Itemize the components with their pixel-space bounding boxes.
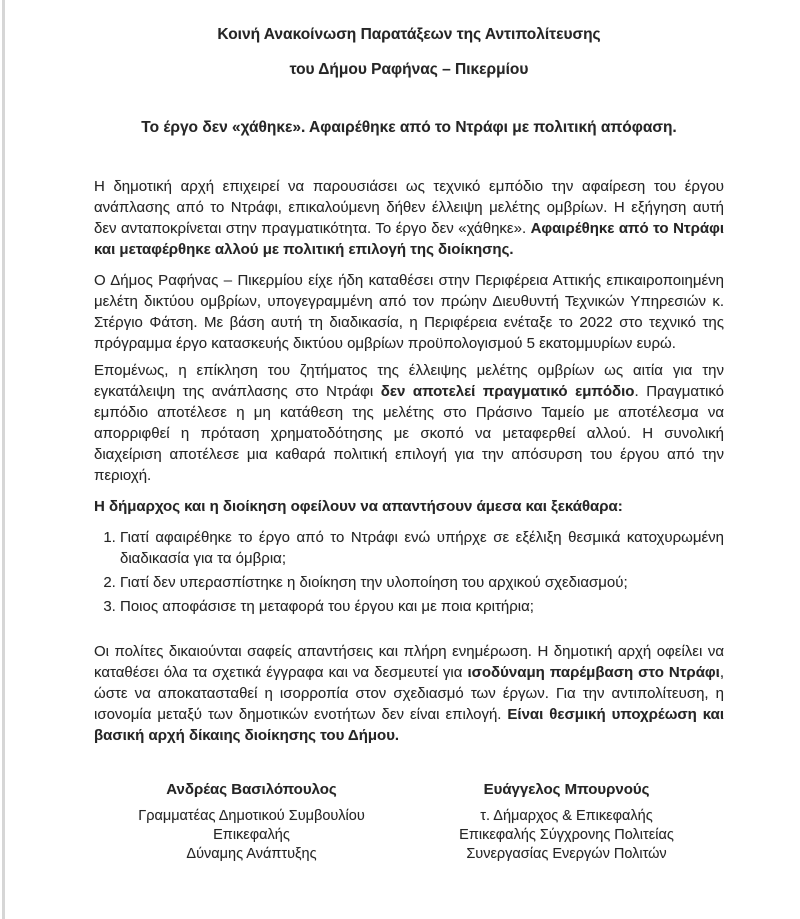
signature-left-name: Ανδρέας Βασιλόπουλος — [166, 781, 337, 798]
paragraph-1-bold-text: Αφαιρέθηκε από το Ντράφι και μεταφέρθηκε αλλού με πολιτική επιλογή της διοίκησης. — [94, 220, 724, 258]
closing-text-b: , ώστε να αποκατασταθεί η ισορροπία στον σχεδιασμό των έργων. Για την αντιπολίτευση, η ισονομία μεταξύ των δημοτικών ενοτήτων δεν είναι επιλογή. — [94, 664, 724, 723]
questions-list — [94, 527, 724, 617]
signature-right-role-2: Επικεφαλής Σύγχρονης Πολιτείας — [459, 827, 674, 843]
signature-left-role-3: Δύναμης Ανάπτυξης — [186, 846, 317, 862]
signature-left-role-2: Επικεφαλής — [213, 827, 290, 843]
signatures-section — [94, 779, 724, 864]
closing-text-a: Οι πολίτες δικαιούνται σαφείς απαντήσεις και πλήρη ενημέρωση. Η δημοτική αρχή οφείλει να καταθέσει όλα τα σχετικά έγγραφα και να δεσμευτεί για — [94, 643, 724, 681]
document-title-line1: Κοινή Ανακοίνωση Παρατάξεων της Αντιπολίτευσης — [217, 26, 601, 43]
closing-paragraph — [94, 641, 724, 746]
paragraph-1 — [94, 176, 724, 260]
signature-left-roles — [94, 807, 409, 864]
paragraph-3-text-b: . Πραγματικό εμπόδιο αποτέλεσε η μη κατάθεση της μελέτης στο Πράσινο Ταμείο με αποτέλεσμα να απορριφθεί η πρόταση χρηματοδότησης με σκοπό να μεταφερθεί αλλού. Η συνολική διαχείριση αποτέλεσε μια καθαρά πολιτική επιλογή για την απόσυρση του έργου από την περιοχή. — [94, 383, 724, 484]
paragraph-3 — [94, 360, 724, 486]
question-item-1: 1. Γιατί αφαιρέθηκε το έργο από το Ντράφι ενώ υπήρχε σε εξέλιξη θεσμικά κατοχυρωμένη διαδικασία για τα όμβρια; — [120, 527, 724, 569]
document-subtitle: Το έργο δεν «χάθηκε». Αφαιρέθηκε από το Ντράφι με πολιτική απόφαση. — [141, 119, 677, 136]
closing-bold-text-b: Είναι θεσμική υποχρέωση και βασική αρχή δίκαιης διοίκησης του Δήμου. — [94, 706, 724, 744]
signature-right-role-1: τ. Δήμαρχος & Επικεφαλής — [480, 808, 653, 824]
paragraph-2 — [94, 270, 724, 354]
paragraph-2-text: Ο Δήμος Ραφήνας – Πικερμίου είχε ήδη καταθέσει στην Περιφέρεια Αττικής επικαιροποιημένη μελέτη δικτύου ομβρίων, υπογεγραμμένη από τον πρώην Διευθυντή Τεχνικών Υπηρεσιών κ. Στέργιο Φάτση. Με βάση αυτή τη διαδικασία, η Περιφέρεια ενέταξε το 2022 στο τεχνικό της πρόγραμμα έργο κατασκευής δικτύου ομβρίων προϋπολογισμού 5 εκατομμυρίων ευρώ. — [94, 272, 724, 352]
paragraph-1-text: Η δημοτική αρχή επιχειρεί να παρουσιάσει ως τεχνικό εμπόδιο την αφαίρεση του έργου ανάπλασης από το Ντράφι, επικαλούμενη δήθεν έλλειψη μελέτης ομβρίων. Η εξήγηση αυτή δεν ανταποκρίνεται στην πραγματικότητα. Το έργο δεν «χάθηκε». — [94, 178, 724, 237]
closing-bold-text-a: ισοδύναμη παρέμβαση στο Ντράφι — [467, 664, 720, 681]
questions-heading: Η δήμαρχος και η διοίκηση οφείλουν να απαντήσουν άμεσα και ξεκάθαρα: — [94, 498, 623, 515]
signature-right-role-3: Συνεργασίας Ενεργών Πολιτών — [466, 846, 667, 862]
document-title-line2: του Δήμου Ραφήνας – Πικερμίου — [289, 61, 529, 78]
question-item-3: 3. Ποιος αποφάσισε τη μεταφορά του έργου και με ποια κριτήρια; — [120, 596, 724, 617]
paragraph-3-bold-text: δεν αποτελεί πραγματικό εμπόδιο — [380, 383, 635, 400]
paragraph-3-text-a: Επομένως, η επίκληση του ζητήματος της έλλειψης μελέτης ομβρίων ως αιτία για την εγκατάλειψη της ανάπλασης στο Ντράφι — [94, 362, 724, 400]
signature-left — [94, 779, 409, 864]
scan-edge-artifact — [2, 0, 5, 919]
signature-right — [409, 779, 724, 864]
signature-right-name: Ευάγγελος Μπουρνούς — [483, 781, 650, 798]
question-item-2: 2. Γιατί δεν υπερασπίστηκε η διοίκηση την υλοποίηση του αρχικού σχεδιασμού; — [120, 572, 724, 593]
signature-left-role-1: Γραμματέας Δημοτικού Συμβουλίου — [138, 808, 365, 824]
signature-right-roles — [409, 807, 724, 864]
